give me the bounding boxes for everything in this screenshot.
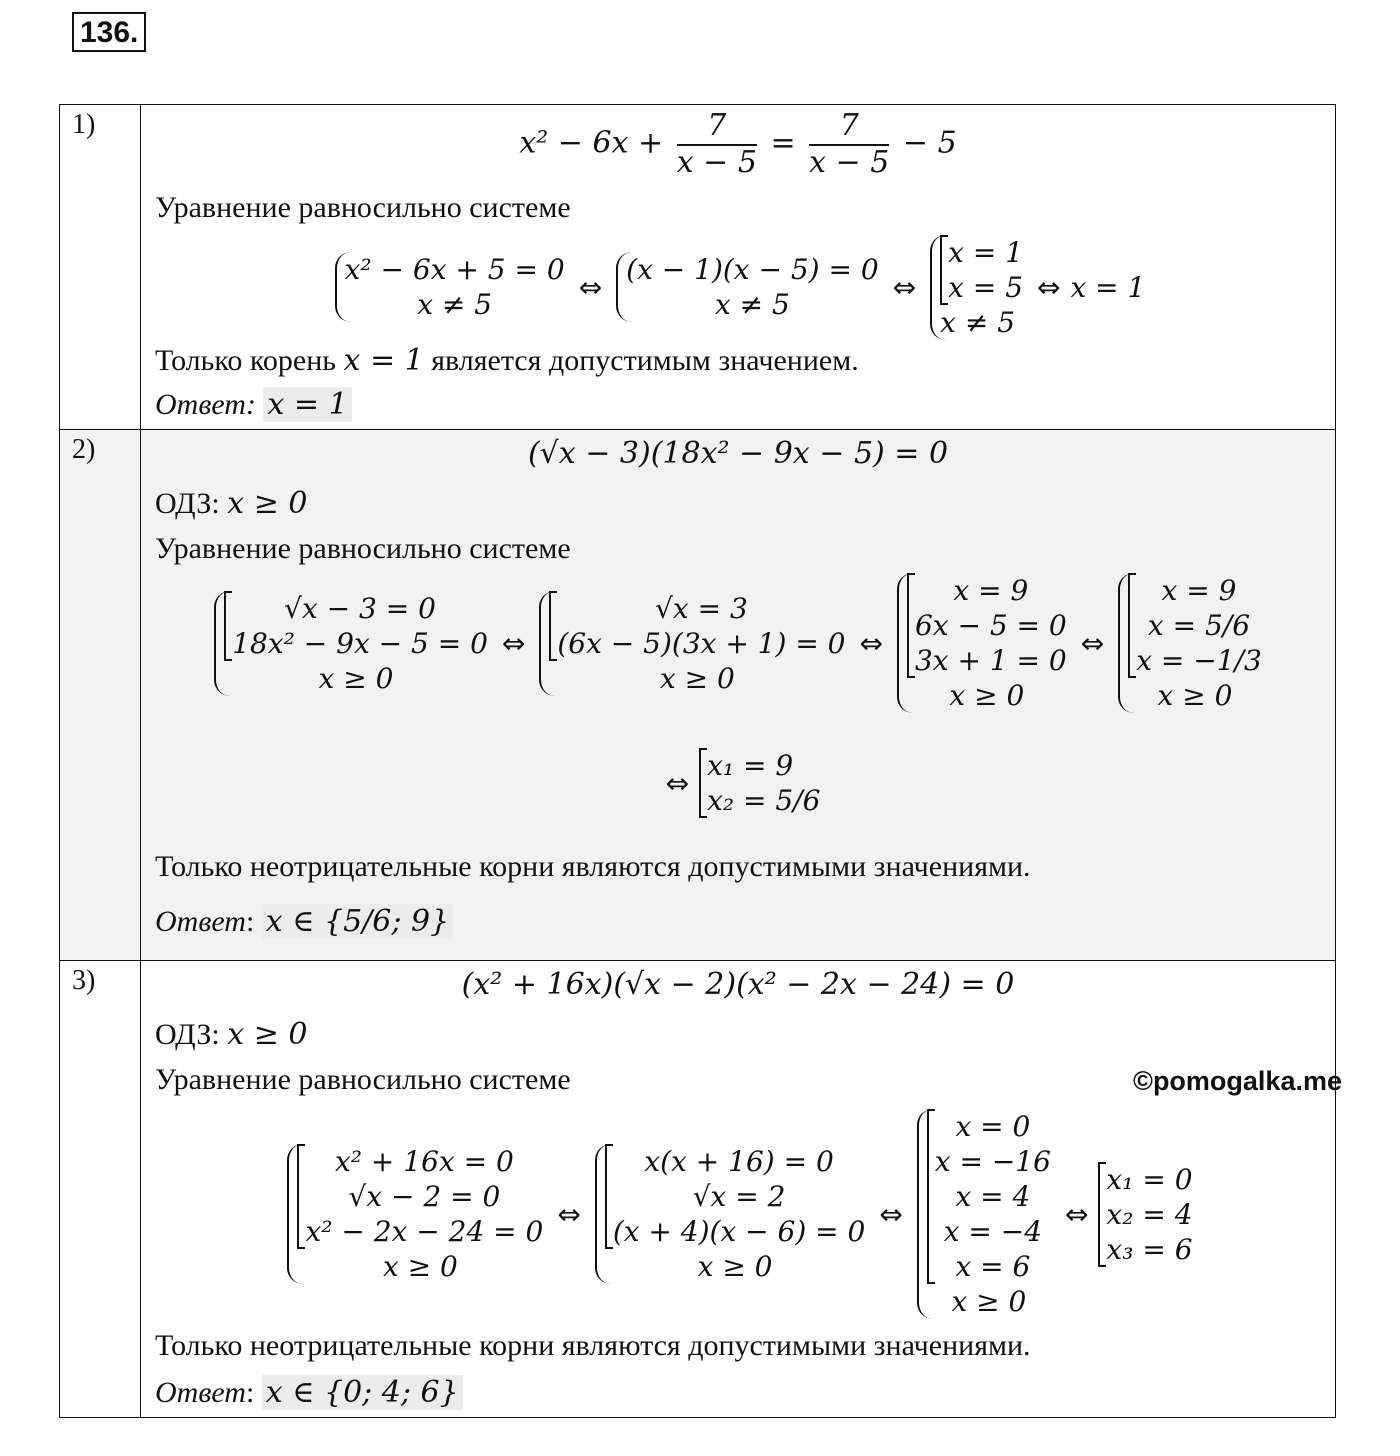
odz: ОДЗ: x ≥ 0 xyxy=(155,486,308,521)
row-label: 1) xyxy=(60,105,141,430)
equivalence-text: Уравнение равносильно системе xyxy=(155,532,571,565)
equation: (x² + 16x)(√x − 2)(x² − 2x − 24) = 0 xyxy=(461,967,1015,1002)
final-roots: ⇔ x₁ = 9 x₂ = 5/6 xyxy=(665,749,821,817)
odz: ОДЗ: x ≥ 0 xyxy=(155,1017,308,1052)
system-result: x = 1 xyxy=(1070,270,1146,304)
solution-row-1 xyxy=(60,105,1336,430)
answer: Ответ: x ∈ {0; 4; 6} xyxy=(155,1375,463,1410)
note: Только неотрицательные корни являются допустимыми значениями. xyxy=(155,1329,1031,1362)
answer: Ответ: x ∈ {5/6; 9} xyxy=(155,904,453,939)
solution-cell xyxy=(141,961,1336,1418)
equation: x² − 6x + $\frac{7}{x - 5}$ = $\frac{7}{x - 5}$ − 5 xyxy=(519,108,957,180)
solution-cell xyxy=(141,430,1336,961)
solution-table xyxy=(59,104,1336,1418)
equivalence-text: Уравнение равносильно системе xyxy=(155,1063,571,1096)
solution-row-3 xyxy=(60,961,1336,1418)
system-3: x = 1 x = 5 x ≠ 5 xyxy=(930,235,1023,340)
equation-system: x² + 16x = 0 √x − 2 = 0 x² − 2x − 24 = 0 x ≥ 0 ⇔ x(x + 16) = 0 √x = 2 (x + 4)(x − 6) = 0 x ≥ 0 ⇔ x = 0 x = −16 x = 4 x = −4 x = 6 x ≥ 0 ⇔ x₁ = 0 x₂ = 4 x₃ = 6 xyxy=(141,1109,1335,1319)
equation: (√x − 3)(18x² − 9x − 5) = 0 xyxy=(527,436,949,471)
answer: Ответ: x = 1 xyxy=(155,387,352,422)
system-1: x² − 6x + 5 = 0 x ≠ 5 xyxy=(335,252,565,322)
solution-cell xyxy=(141,105,1336,430)
watermark: ©pomogalka.me xyxy=(1133,1066,1342,1096)
row-label: 3) xyxy=(60,961,141,1418)
equation-system: x² − 6x + 5 = 0 x ≠ 5 ⇔ (x − 1)(x − 5) = 0 x ≠ 5 ⇔ x = 1 x = 5 x ≠ 5 ⇔ x = 1 xyxy=(141,241,1335,333)
solution-row-2 xyxy=(60,430,1336,961)
note: Только неотрицательные корни являются допустимыми значениями. xyxy=(155,850,1031,883)
equation-system: √x − 3 = 0 18x² − 9x − 5 = 0 x ≥ 0 ⇔ √x = 3 (6x − 5)(3x + 1) = 0 x ≥ 0 ⇔ x = 9 6x − 5 = 0 3x + 1 = 0 x ≥ 0 ⇔ x = 9 x = 5/6 x = −1/3 x ≥ 0 xyxy=(141,578,1335,708)
problem-number: 136. xyxy=(72,12,146,52)
equivalence-text: Уравнение равносильно системе xyxy=(155,191,571,224)
system-2: (x − 1)(x − 5) = 0 x ≠ 5 xyxy=(616,252,879,322)
note: Только корень x = 1 является допустимым значением. xyxy=(155,343,859,378)
row-label: 2) xyxy=(60,430,141,961)
